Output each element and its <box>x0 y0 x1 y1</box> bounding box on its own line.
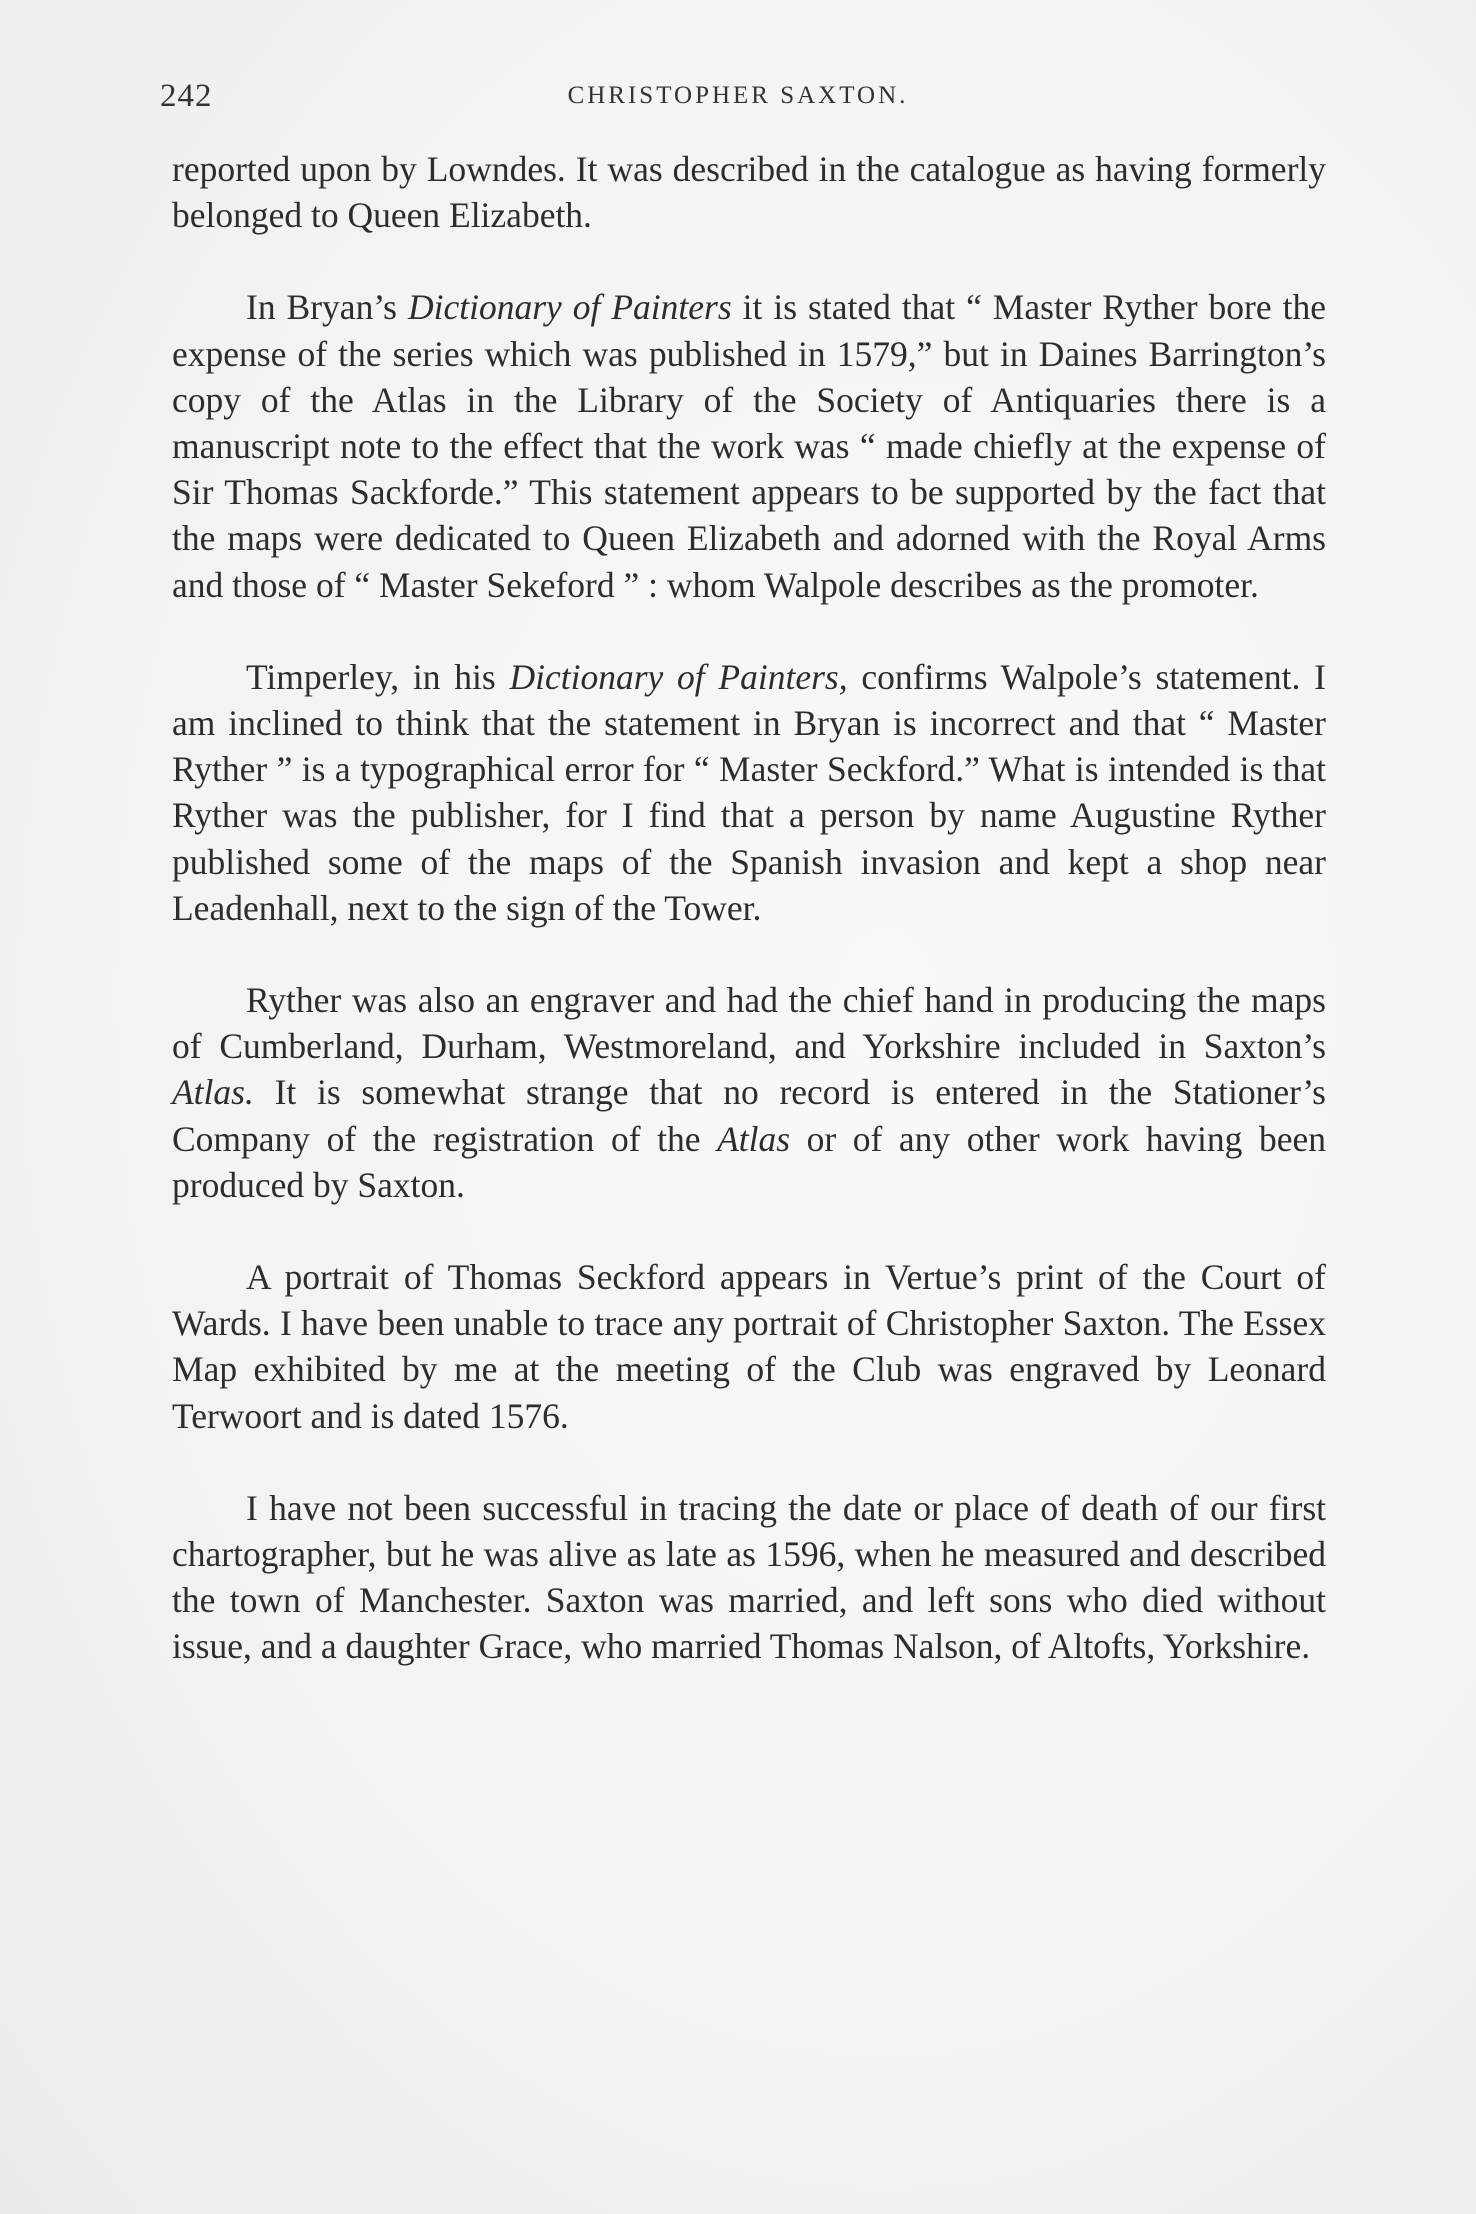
paragraph-3-text-c: confirms Walpole’s statement. I am inclined to think that the statement in Bryan is incorrect and that “ Master Ryther ” is a typographical error for “ Master Seckford.” What is intended is that Ryther was the publisher, for I find that a person by name Augustine Ryther published some of the maps of the Spanish invasion and kept a shop near Leadenhall, next to the sign of the Tower. <box>172 656 1326 928</box>
paragraph-3 <box>172 654 1326 931</box>
paragraph-4-text-a: Ryther was also an engraver and had the chief hand in producing the maps of Cumberland, Durham, Westmoreland, and Yorkshire included in Saxton’s <box>172 980 1326 1067</box>
paragraph-6 <box>172 1485 1326 1670</box>
paragraph-1 <box>172 146 1326 238</box>
paragraph-3-text-a: Timperley, in his <box>246 656 510 697</box>
paragraph-4-text-c: It is somewhat strange that no record is entered in the Stationer’s Company of the registration of the <box>172 1072 1326 1159</box>
paragraph-2-italic-title: Dictionary of Painters <box>407 287 732 328</box>
page-number: 242 <box>160 78 213 114</box>
paragraph-2 <box>172 284 1326 607</box>
paragraph-2-text-a: In Bryan’s <box>246 287 408 328</box>
paragraph-4-italic-atlas-2: Atlas <box>717 1118 791 1159</box>
page-header <box>160 78 1316 118</box>
paragraph-4 <box>172 977 1326 1208</box>
body-text <box>172 146 1326 1716</box>
paragraph-6-text: I have not been successful in tracing the date or place of death of our first chartographer, but he was alive as late as 1596, when he measured and described the town of Manchester. Saxton was married, and left sons who died without issue, and a daughter Grace, who married Thomas Nalson, of Altofts, Yorkshire. <box>172 1487 1326 1667</box>
running-head: CHRISTOPHER SAXTON. <box>567 82 909 109</box>
paragraph-2-text-c: it is stated that “ Master Ryther bore the expense of the series which was published in 1579,” but in Daines Barrington’s copy of the Atlas in the Library of the Society of Antiquaries there is a manuscript note to the effect that the work was “ made chiefly at the expense of Sir Thomas Sackforde.” This statement appears to be supported by the fact that the maps were dedicated to Queen Elizabeth and adorned with the Royal Arms and those of “ Master Sekeford ” : whom Walpole describes as the promoter. <box>172 287 1326 605</box>
paragraph-4-italic-atlas-1: Atlas. <box>172 1072 254 1113</box>
paragraph-4-text-e: or of any other work having been produced by Saxton. <box>172 1118 1327 1205</box>
paragraph-1-text: reported upon by Lowndes. It was described in the catalogue as having formerly belonged to Queen Elizabeth. <box>172 149 1326 236</box>
paragraph-5 <box>172 1254 1326 1439</box>
paragraph-3-italic-title: Dictionary of Painters, <box>509 656 848 697</box>
paragraph-5-text: A portrait of Thomas Seckford appears in Vertue’s print of the Court of Wards. I have been unable to trace any portrait of Christopher Saxton. The Essex Map exhibited by me at the meeting of the Club was engraved by Leonard Terwoort and is dated 1576. <box>172 1257 1326 1436</box>
